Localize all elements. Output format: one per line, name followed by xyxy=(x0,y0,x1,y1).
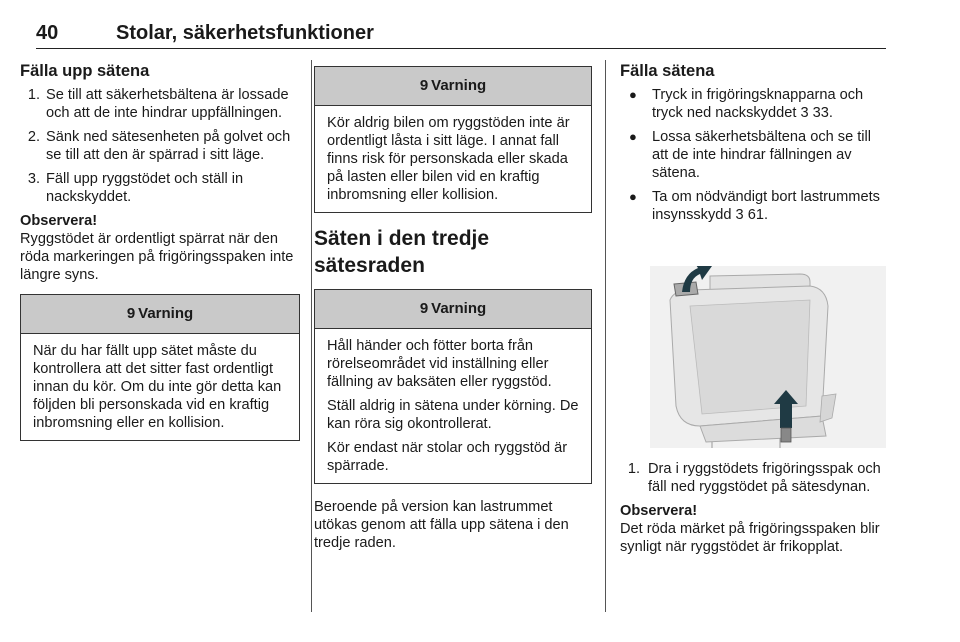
bullet-icon: ● xyxy=(629,129,637,144)
step-number: 1. xyxy=(27,87,40,103)
list-item xyxy=(20,128,300,164)
warning-text: Kör endast när stolar och ryggstöd är spärrade. xyxy=(327,440,568,474)
bullet-text: Tryck in frigöringsknapparna och tryck ned nackskyddet xyxy=(652,87,864,121)
warning-icon: 9 xyxy=(126,305,136,322)
column-divider xyxy=(605,60,606,612)
note-heading: Observera! xyxy=(20,213,98,229)
step-list xyxy=(620,460,886,496)
page-ref-icon[interactable]: 3 xyxy=(800,105,809,121)
warning-box xyxy=(20,294,300,441)
list-item xyxy=(620,128,886,182)
warning-text: Håll händer och fötter borta från rörelseområdet vid inställning eller fällning av baksäten eller ryggstöd. xyxy=(327,338,552,390)
warning-icon: 9 xyxy=(419,300,429,317)
step-text: Dra i ryggstödets frigöringsspak och fäll ned ryggstödet på sätesdynan. xyxy=(648,461,881,495)
list-item xyxy=(20,170,300,206)
note-text: Ryggstödet är ordentligt spärrat när den röda markeringen på frigöringsspaken inte längre syns. xyxy=(20,231,294,283)
warning-title: Varning xyxy=(431,77,487,94)
column-right-lower xyxy=(620,460,886,562)
warning-text: När du har fällt upp sätet måste du kontrollera att det sitter fast ordentligt innan du kör. Om du inte gör detta kan följden bli personskada vid en kraftig inbromsning eller en kollision. xyxy=(33,343,282,431)
note-heading: Observera! xyxy=(620,503,698,519)
column-right xyxy=(620,62,886,230)
step-number: 2. xyxy=(27,129,40,145)
warning-icon: 9 xyxy=(419,77,429,94)
warning-text: Kör aldrig bilen om ryggstöden inte är ordentligt låsta i sitt läge. I annat fall finns risk för personskada eller skada på lasten eller bilen vid en kraftig inbromsning eller kollision. xyxy=(327,115,570,203)
step-list xyxy=(20,86,300,206)
body-text: Beroende på version kan lastrummet utökas genom att fälla upp sätena i den tredje raden. xyxy=(314,499,569,551)
section-heading: Fälla sätena xyxy=(620,62,715,80)
list-item xyxy=(620,86,886,122)
page-number: 40 xyxy=(36,22,59,44)
seat-folding-illustration xyxy=(650,266,886,448)
bullet-icon: ● xyxy=(629,189,637,204)
warning-title: Varning xyxy=(431,300,487,317)
bullet-text: Lossa säkerhetsbältena och se till att de inte hindrar fällningen av sätena. xyxy=(652,129,872,181)
bullet-text: Ta om nödvändigt bort lastrummets insynsskydd xyxy=(652,189,880,223)
bullet-list xyxy=(620,86,886,224)
warning-box xyxy=(314,289,592,484)
warning-box xyxy=(314,66,592,213)
step-text: Se till att säkerhetsbältena är lossade och att de inte hindrar uppfällningen. xyxy=(46,87,289,121)
list-item xyxy=(620,188,886,224)
warning-header xyxy=(315,67,591,106)
step-number: 3. xyxy=(27,171,40,187)
step-number: 1. xyxy=(627,461,640,477)
bullet-icon: ● xyxy=(629,87,637,102)
note-text: Det röda märket på frigöringsspaken blir synligt när ryggstödet är frikopplat. xyxy=(620,521,880,555)
step-text: Sänk ned sätesenheten på golvet och se till att den är spärrad i sitt läge. xyxy=(46,129,291,163)
warning-header xyxy=(315,290,591,329)
page-ref[interactable]: 61. xyxy=(743,207,769,223)
section-heading: Fälla upp sätena xyxy=(20,62,150,80)
step-text: Fäll upp ryggstödet och ställ in nackskyddet. xyxy=(46,171,244,205)
page-ref[interactable]: 33. xyxy=(808,105,833,121)
column-divider xyxy=(311,60,312,612)
section-heading: Säten i den tredje sätesraden xyxy=(314,227,490,277)
warning-header xyxy=(21,295,299,334)
warning-text: Ställ aldrig in sätena under körning. De kan röra sig okontrollerat. xyxy=(327,398,579,432)
page-header xyxy=(36,22,886,49)
list-item xyxy=(620,460,886,496)
column-middle xyxy=(314,60,592,558)
list-item xyxy=(20,86,300,122)
page-title: Stolar, säkerhetsfunktioner xyxy=(116,22,374,44)
column-left xyxy=(20,62,300,451)
warning-title: Varning xyxy=(138,305,194,322)
page-ref-icon[interactable]: 3 xyxy=(735,207,744,223)
seat-illustration xyxy=(650,266,886,448)
